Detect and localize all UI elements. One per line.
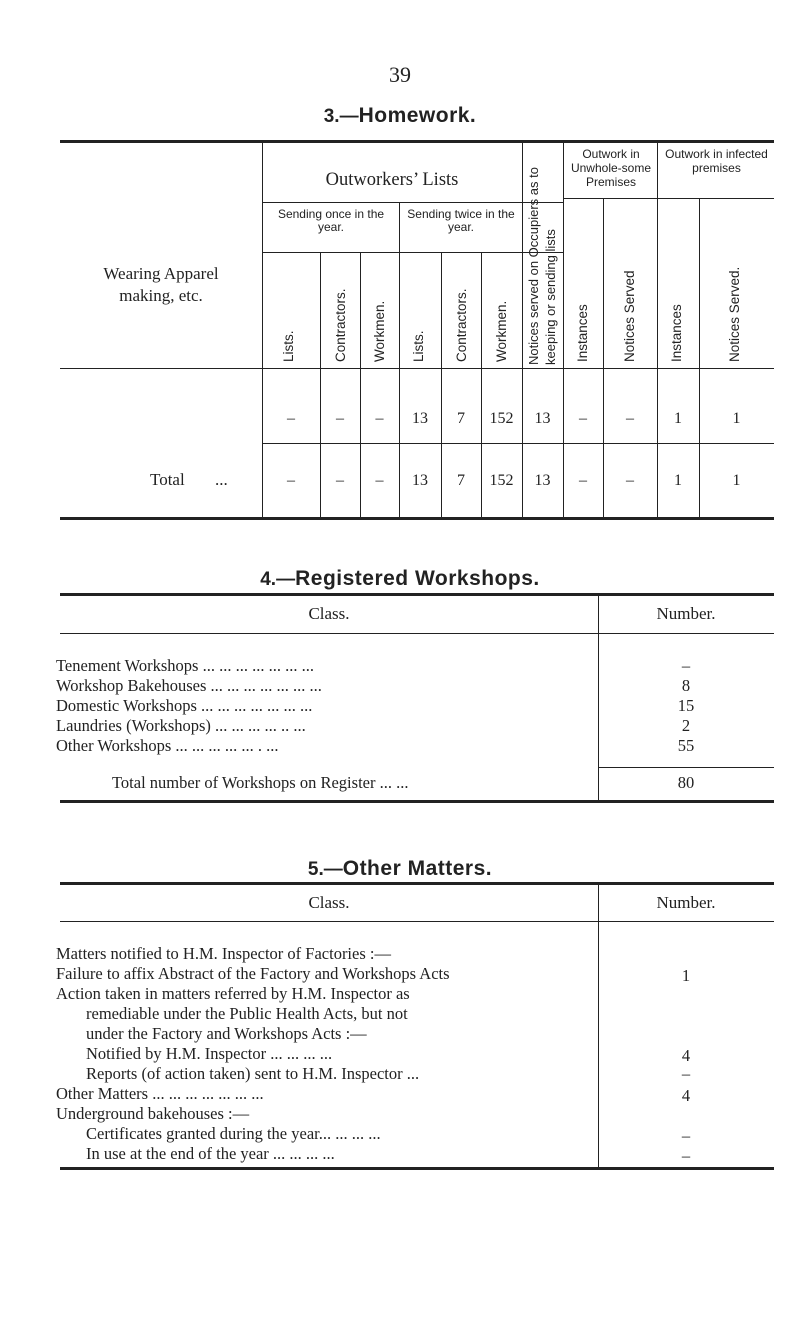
col-contractors-once: Contractors. — [333, 288, 348, 362]
section3-heading-word: Homework. — [358, 104, 477, 127]
total-instances-unwholesome: – — [579, 472, 587, 489]
workshop-row-label: Other Workshops ... ... ... ... ... . ... — [56, 736, 279, 755]
total-workmen-twice: 152 — [489, 472, 514, 489]
section5-heading-word: Other Matters. — [342, 857, 493, 880]
row-label-line2: making, etc. — [119, 286, 203, 305]
matters-row-label: Notified by H.M. Inspector ... ... ... ... — [86, 1044, 333, 1063]
cell-lists-once: – — [287, 410, 295, 427]
matters-row-value: – — [681, 1126, 691, 1145]
cell-workmen-once: – — [375, 410, 384, 427]
cell-lists-twice: 13 — [412, 410, 428, 427]
infected-premises-header: Outwork in infected premises — [665, 147, 768, 175]
section4-heading — [0, 567, 800, 591]
matters-row-value: 4 — [681, 1046, 691, 1065]
col-notices-served-infected: Notices Served. — [727, 266, 742, 362]
workshops-col-class: Class. — [308, 604, 350, 623]
workshop-row-label: Laundries (Workshops) ... ... ... ... .. ... — [56, 716, 306, 735]
cell-contractors-twice: 7 — [457, 410, 465, 427]
matters-row-value: – — [681, 1146, 691, 1165]
total-instances-infected: 1 — [674, 472, 682, 489]
matters-row-label: Failure to affix Abstract of the Factory and Workshops Acts — [56, 964, 450, 983]
matters-row-value: 4 — [681, 1086, 691, 1105]
col-notices-served-unwholesome: Notices Served — [622, 270, 637, 362]
total-dots: ... — [214, 470, 228, 489]
matters-row-label: Certificates granted during the year... ... ... ... — [86, 1124, 381, 1143]
workshop-row-label: Tenement Workshops ... ... ... ... ... ... ... — [56, 656, 314, 675]
cell-notices-infected: 1 — [732, 410, 741, 427]
workshop-row-value: 55 — [677, 736, 695, 755]
col-instances-infected: Instances — [669, 304, 684, 362]
section5-heading-number: 5. — [307, 859, 324, 880]
total-lists-once: – — [287, 472, 295, 489]
matters-col-number: Number. — [656, 893, 716, 912]
col-lists-once: Lists. — [281, 330, 296, 362]
matters-row-label: Reports (of action taken) sent to H.M. Inspector ... — [86, 1064, 420, 1083]
matters-row-value: 1 — [681, 966, 691, 985]
workshop-row-value: 15 — [677, 696, 695, 715]
cell-instances-infected: 1 — [674, 410, 682, 427]
col-instances-unwholesome: Instances — [575, 304, 590, 362]
section3-heading — [0, 104, 800, 128]
cell-notices-occupiers: 13 — [534, 410, 551, 427]
col-workmen-twice: Workmen. — [494, 300, 509, 362]
total-workmen-once: – — [375, 472, 384, 489]
section5-heading-dash: — — [323, 859, 343, 880]
col-workmen-once: Workmen. — [372, 300, 387, 362]
cell-instances-unwholesome: – — [579, 410, 587, 427]
cell-contractors-once: – — [336, 410, 344, 427]
col-lists-twice: Lists. — [411, 330, 426, 362]
outworkers-lists-header: Outworkers’ Lists — [325, 170, 459, 190]
total-contractors-once: – — [336, 472, 344, 489]
matters-row-label: Matters notified to H.M. Inspector of Factories :— — [56, 944, 391, 963]
matters-row-label: Action taken in matters referred by H.M. Inspector as — [56, 984, 410, 1003]
workshop-row-value: – — [681, 656, 691, 675]
total-notices-unwholesome: – — [626, 472, 634, 489]
sending-twice-header: Sending twice in the year. — [407, 207, 515, 234]
matters-row-label: under the Factory and Workshops Acts :— — [86, 1024, 367, 1043]
workshop-row-label: Workshop Bakehouses ... ... ... ... ... ... ... — [56, 676, 322, 695]
section3-heading-number: 3. — [323, 106, 340, 127]
workshops-total-value: 80 — [677, 773, 695, 792]
matters-row-label: Other Matters ... ... ... ... ... ... ... — [56, 1084, 264, 1103]
total-label: Total — [150, 470, 185, 489]
workshop-row-label: Domestic Workshops ... ... ... ... ... ... ... — [56, 696, 313, 715]
notices-served-occupiers-header: Notices served on Occupiers as to keeping or sending lists — [526, 167, 558, 365]
workshop-row-value: 8 — [681, 676, 691, 695]
section4-heading-dash: — — [276, 569, 296, 590]
matters-row-label: In use at the end of the year ... ... ... ... — [86, 1144, 335, 1163]
matters-row-value: – — [681, 1064, 691, 1083]
section4-heading-number: 4. — [260, 569, 277, 590]
total-contractors-twice: 7 — [457, 472, 465, 489]
total-notices-infected: 1 — [732, 472, 741, 489]
section3-heading-dash: — — [339, 106, 359, 127]
cell-notices-unwholesome: – — [626, 410, 634, 427]
total-lists-twice: 13 — [412, 472, 428, 489]
row-label-line1: Wearing Apparel — [103, 264, 219, 283]
sending-once-header: Sending once in the year. — [277, 207, 385, 234]
workshops-total-label: Total number of Workshops on Register ... ... — [112, 773, 409, 792]
total-notices-occupiers: 13 — [534, 472, 551, 489]
matters-row-label: remediable under the Public Health Acts, but not — [86, 1004, 408, 1023]
section4-heading-word: Registered Workshops. — [295, 567, 540, 590]
matters-col-class: Class. — [308, 893, 350, 912]
unwholesome-premises-header: Outwork in Unwhole-some Premises — [570, 147, 652, 189]
page-number: 39 — [389, 62, 411, 87]
workshop-row-value: 2 — [681, 716, 691, 735]
workshops-col-number: Number. — [656, 604, 716, 623]
cell-workmen-twice: 152 — [489, 410, 514, 427]
matters-row-label: Underground bakehouses :— — [56, 1104, 250, 1123]
col-contractors-twice: Contractors. — [454, 288, 469, 362]
section5-heading — [0, 857, 800, 881]
